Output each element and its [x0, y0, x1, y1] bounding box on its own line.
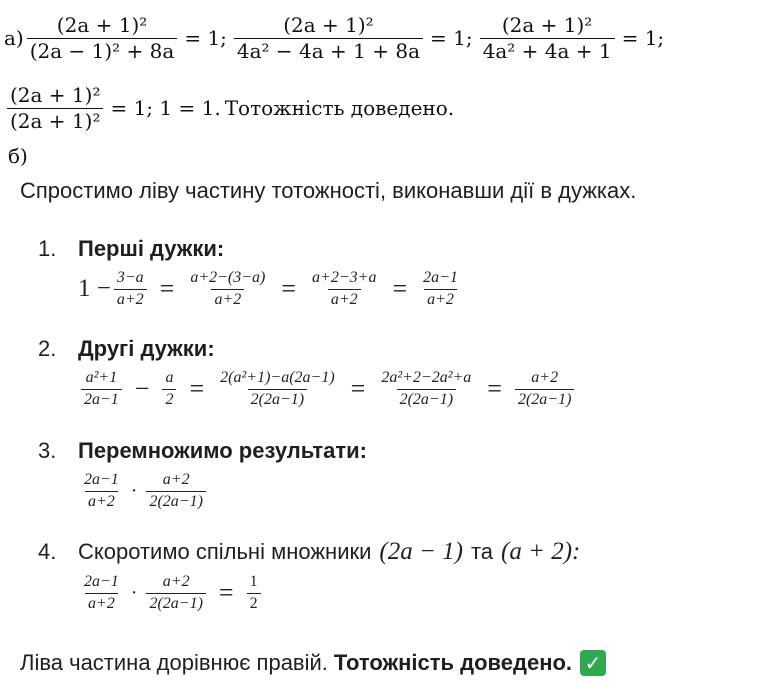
step-2-equation — [78, 370, 577, 409]
denominator: 2(2a−1) — [146, 593, 205, 613]
numerator: a²+1 — [85, 369, 118, 386]
denominator: 2a−1 — [81, 389, 122, 409]
numerator: (2a + 1)² — [283, 12, 374, 37]
numerator: (2a + 1)² — [10, 82, 101, 107]
checkmark-icon: ✓ — [580, 650, 606, 676]
factor-1: (2a − 1) — [379, 538, 463, 565]
part-a-label: а) — [4, 26, 24, 50]
denominator: a+2 — [211, 289, 244, 309]
step-number: 1. — [38, 236, 57, 261]
step-title: Перші дужки: — [78, 236, 225, 261]
fraction — [309, 270, 379, 309]
step-title: Перемножимо результати: — [78, 438, 368, 463]
part-a-line-1 — [4, 4, 668, 72]
denominator: a+2 — [85, 491, 118, 511]
fraction — [81, 574, 122, 613]
fraction — [217, 370, 338, 409]
denominator: 4a² + 4a + 1 — [480, 38, 615, 62]
equation-lead: 1 − — [78, 275, 111, 303]
fraction — [187, 270, 268, 309]
fraction — [81, 472, 122, 511]
minus-sign: − — [134, 374, 150, 404]
step-number: 2. — [38, 336, 57, 361]
denominator: a+2 — [114, 289, 147, 309]
denominator: 4a² − 4a + 1 + 8a — [234, 38, 423, 62]
fraction — [420, 270, 461, 309]
denominator: a+2 — [424, 289, 457, 309]
numerator: 2a²+2−2a²+a — [381, 369, 472, 386]
fraction — [146, 472, 205, 511]
denominator: (2a + 1)² — [7, 108, 103, 132]
numerator: 2a−1 — [84, 573, 119, 590]
fraction — [27, 12, 178, 63]
factor-2: (a + 2): — [501, 538, 581, 565]
numerator: (2a + 1)² — [56, 12, 148, 37]
numerator: a+2 — [162, 471, 190, 488]
equals-text: = 1; — [621, 26, 665, 50]
step-4-equation — [78, 574, 264, 613]
multiply-sign: · — [130, 479, 138, 502]
fraction — [114, 270, 147, 309]
denominator: a+2 — [85, 593, 118, 613]
step-title: Другі дужки: — [78, 336, 215, 361]
denominator: 2(2a−1) — [146, 491, 205, 511]
fraction — [234, 12, 423, 63]
fraction — [247, 574, 261, 613]
equals-text: = 1; 1 = 1. — [110, 96, 221, 120]
denominator: (2a − 1)² + 8a — [27, 38, 178, 62]
part-b-label: б) — [8, 144, 28, 168]
fraction — [81, 370, 122, 409]
step-number: 3. — [38, 438, 57, 463]
conjunction: та — [470, 539, 494, 564]
multiply-sign: · — [130, 581, 138, 604]
part-a-conclusion: Тотожність доведено. — [224, 96, 455, 120]
fraction — [515, 370, 574, 409]
equals-sign: = — [159, 274, 175, 304]
denominator: 2 — [162, 389, 176, 409]
denominator: 2(2a−1) — [248, 389, 307, 409]
numerator: (2a + 1)² — [501, 12, 593, 37]
equals-sign: = — [281, 274, 297, 304]
numerator: 2a−1 — [84, 471, 119, 488]
denominator: 2(2a−1) — [515, 389, 574, 409]
denominator: 2 — [247, 593, 261, 613]
equals-text: = 1; — [430, 26, 473, 50]
step-1-equation — [78, 270, 464, 309]
step-number: 4. — [38, 539, 57, 564]
numerator: 2a−1 — [423, 269, 458, 286]
final-statement — [20, 650, 606, 676]
equals-sign: = — [487, 374, 502, 404]
numerator: a+2 — [162, 573, 190, 590]
fraction — [7, 82, 103, 133]
fraction — [162, 370, 176, 409]
step-2-heading — [38, 336, 215, 362]
numerator: a+2−(3−a) — [190, 269, 266, 286]
numerator: 3−a — [116, 269, 144, 286]
equals-sign: = — [350, 374, 366, 404]
fraction — [480, 12, 615, 63]
final-text: Ліва частина дорівнює правій. — [20, 650, 328, 675]
part-a-line-2 — [4, 74, 454, 142]
equals-sign: = — [392, 274, 408, 304]
numerator: a+2−3+a — [312, 269, 377, 286]
part-b-intro: Спростимо ліву частину тотожності, виконавши дії в дужках. — [20, 178, 637, 203]
step-1-heading — [38, 236, 224, 262]
denominator: a+2 — [328, 289, 361, 309]
fraction — [146, 574, 205, 613]
denominator: 2(2a−1) — [397, 389, 456, 409]
step-3-heading — [38, 438, 367, 464]
numerator: a — [165, 369, 174, 386]
step-3-equation — [78, 472, 209, 511]
numerator: a+2 — [531, 369, 559, 386]
equals-sign: = — [189, 374, 205, 404]
equals-text: = 1; — [184, 26, 227, 50]
fraction — [378, 370, 474, 409]
equals-sign: = — [218, 578, 234, 608]
step-4-heading — [38, 538, 580, 566]
numerator: 2(a²+1)−a(2a−1) — [220, 369, 335, 386]
final-bold-text: Тотожність доведено. — [333, 650, 573, 675]
step-title: Скоротимо спільні множники — [78, 539, 372, 564]
numerator: 1 — [249, 573, 258, 590]
